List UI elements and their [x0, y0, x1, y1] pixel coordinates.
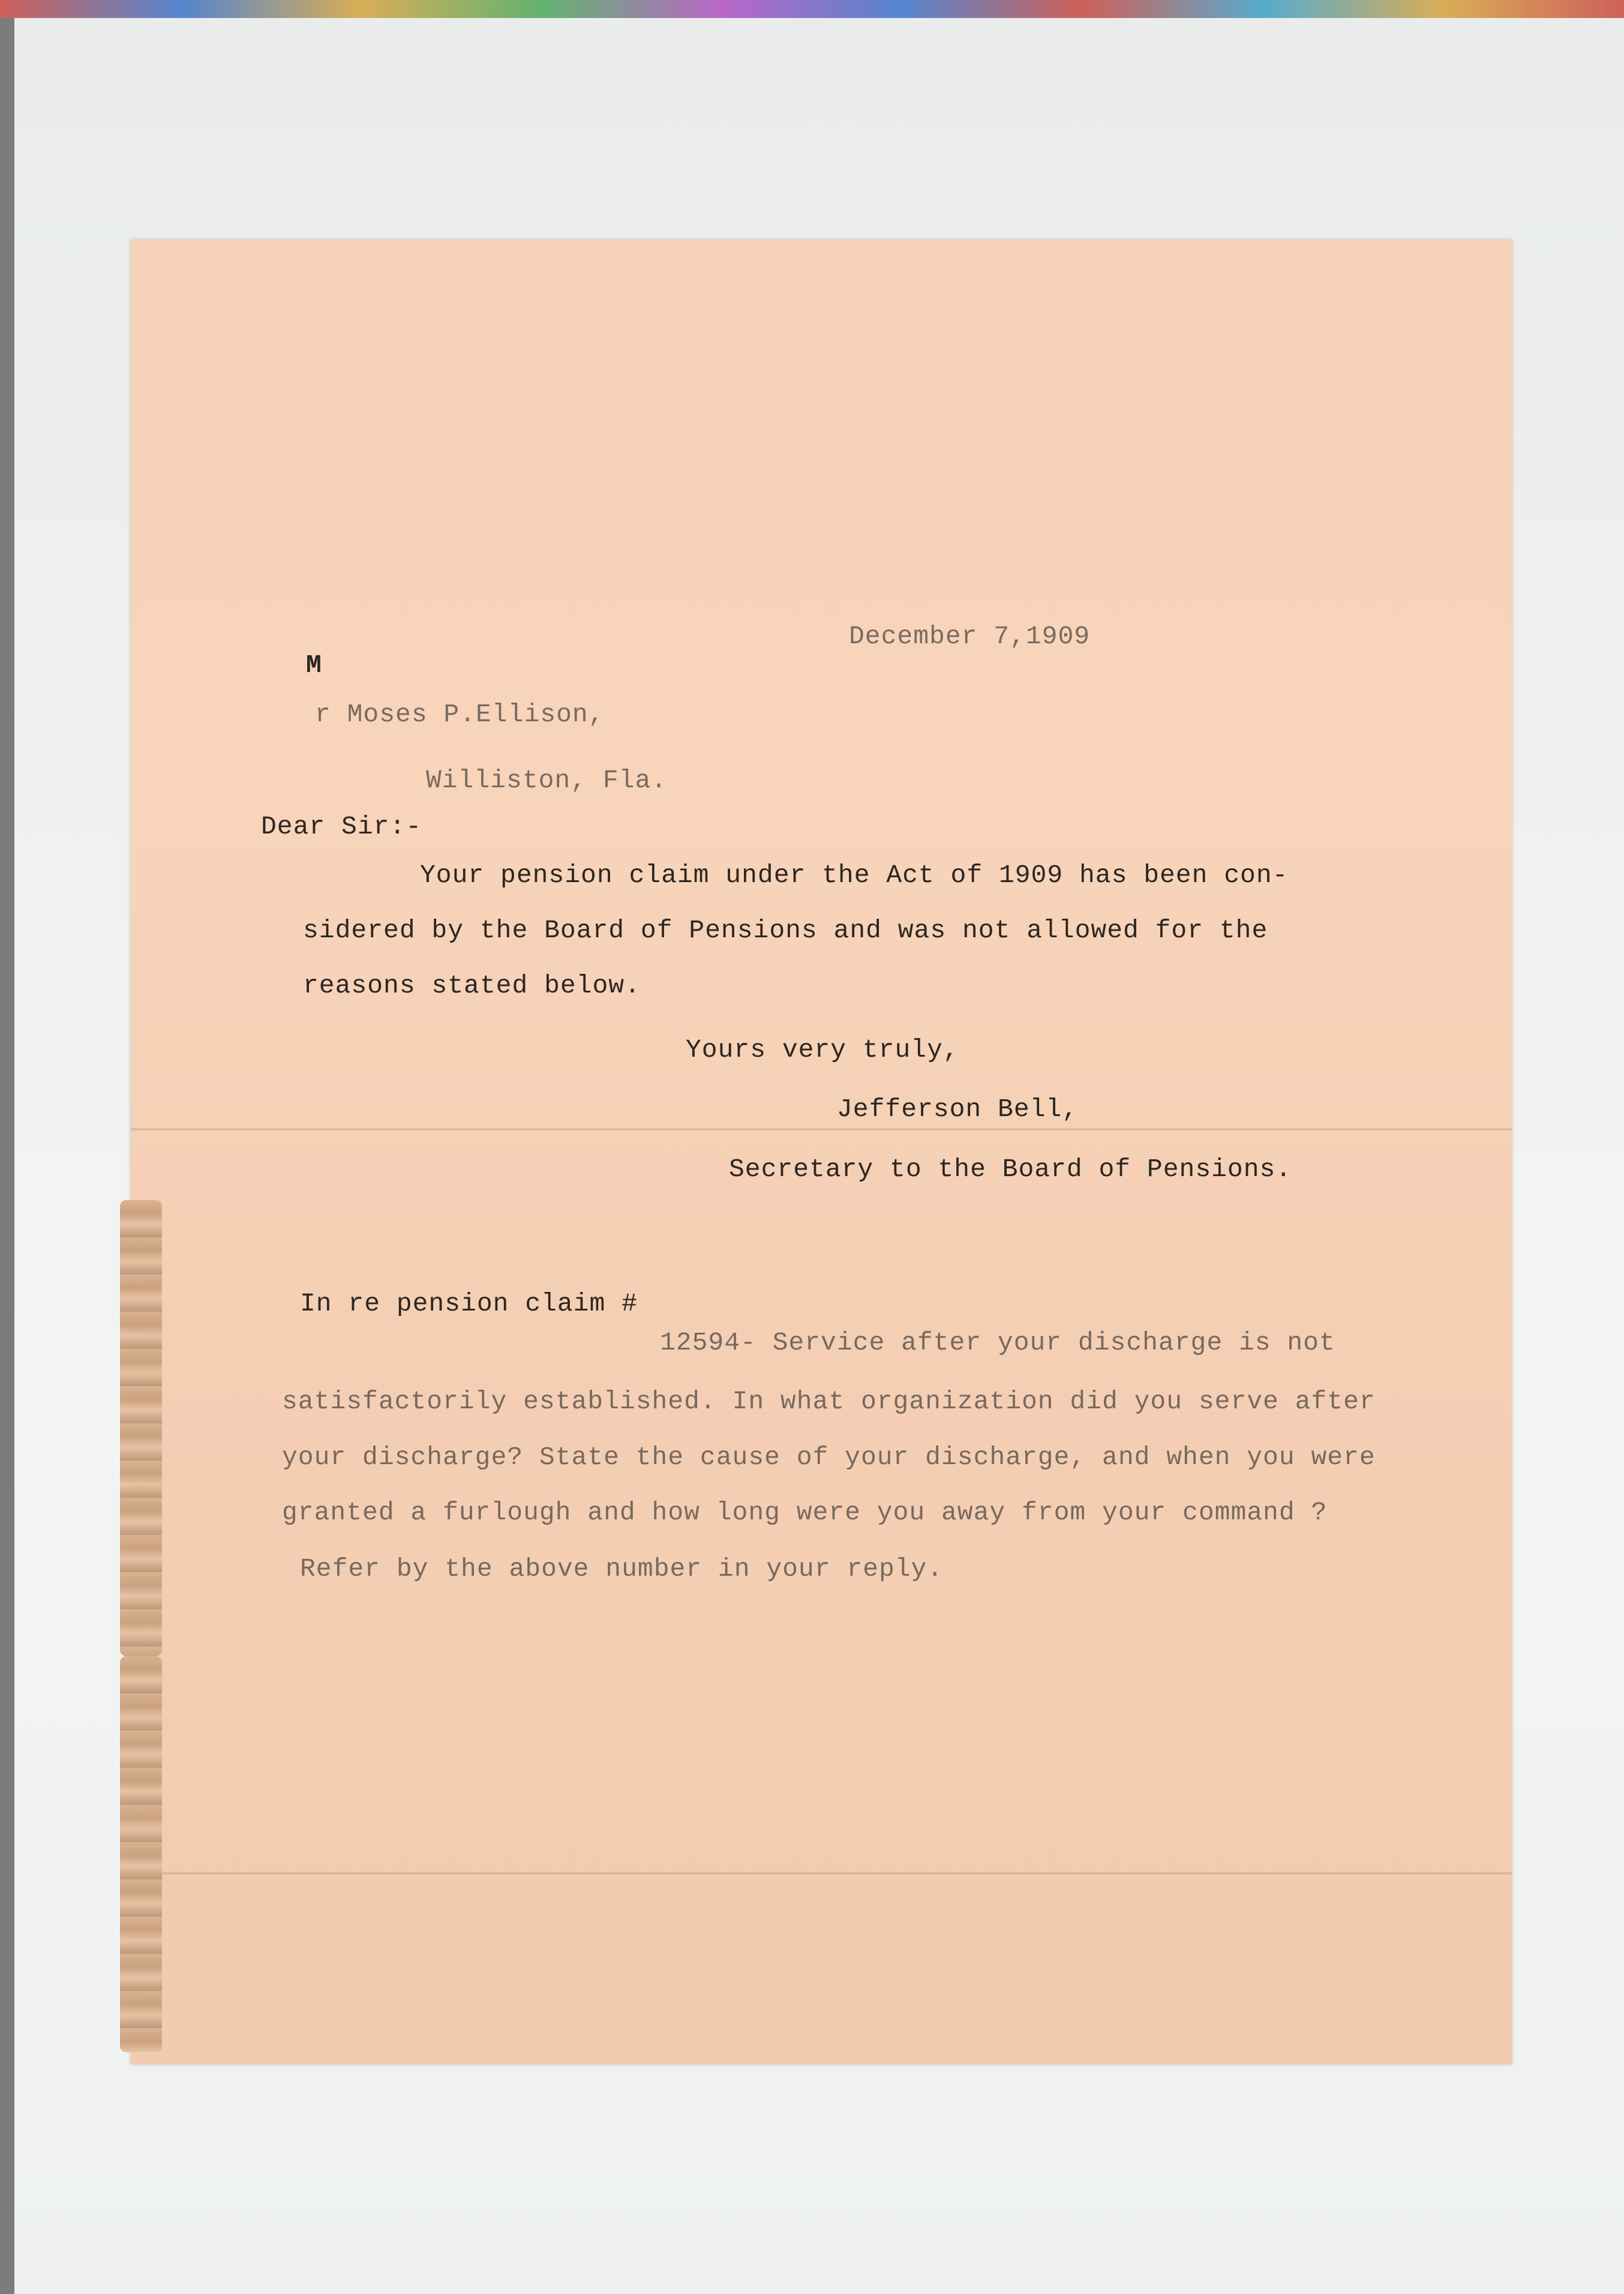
claim-heading: In re pension claim #: [300, 1289, 638, 1318]
scanner-edge-top: [0, 0, 1624, 18]
body-line: Your pension claim under the Act of 1909 has been con-: [420, 860, 1289, 890]
torn-paper-edge: [120, 1656, 162, 2052]
claim-line: satisfactorily established. In what organization did you serve after: [282, 1387, 1376, 1416]
claim-line: your discharge? State the cause of your discharge, and when you were: [282, 1443, 1376, 1472]
paper-fold-line: [131, 1872, 1512, 1875]
letter-paper: [131, 240, 1512, 2064]
closing: Yours very truly,: [686, 1035, 959, 1064]
body-line: sidered by the Board of Pensions and was not allowed for the: [303, 916, 1268, 945]
paper-fold-line: [131, 1128, 1512, 1130]
scanner-edge-left: [0, 18, 14, 2294]
signer-name: Jefferson Bell,: [837, 1094, 1079, 1124]
salutation: Dear Sir:-: [261, 812, 422, 841]
recipient-initial: M: [306, 650, 322, 680]
recipient-place: Williston, Fla.: [426, 766, 668, 795]
claim-line: 12594- Service after your discharge is not: [660, 1328, 1335, 1357]
recipient-name: r Moses P.Ellison,: [315, 700, 605, 729]
claim-line: Refer by the above number in your reply.: [300, 1554, 944, 1584]
body-line: reasons stated below.: [303, 971, 641, 1000]
signer-title: Secretary to the Board of Pensions.: [729, 1155, 1292, 1184]
claim-line: granted a furlough and how long were you away from your command ?: [282, 1498, 1328, 1527]
torn-paper-edge: [120, 1200, 162, 1656]
letter-date: December 7,1909: [849, 622, 1091, 651]
